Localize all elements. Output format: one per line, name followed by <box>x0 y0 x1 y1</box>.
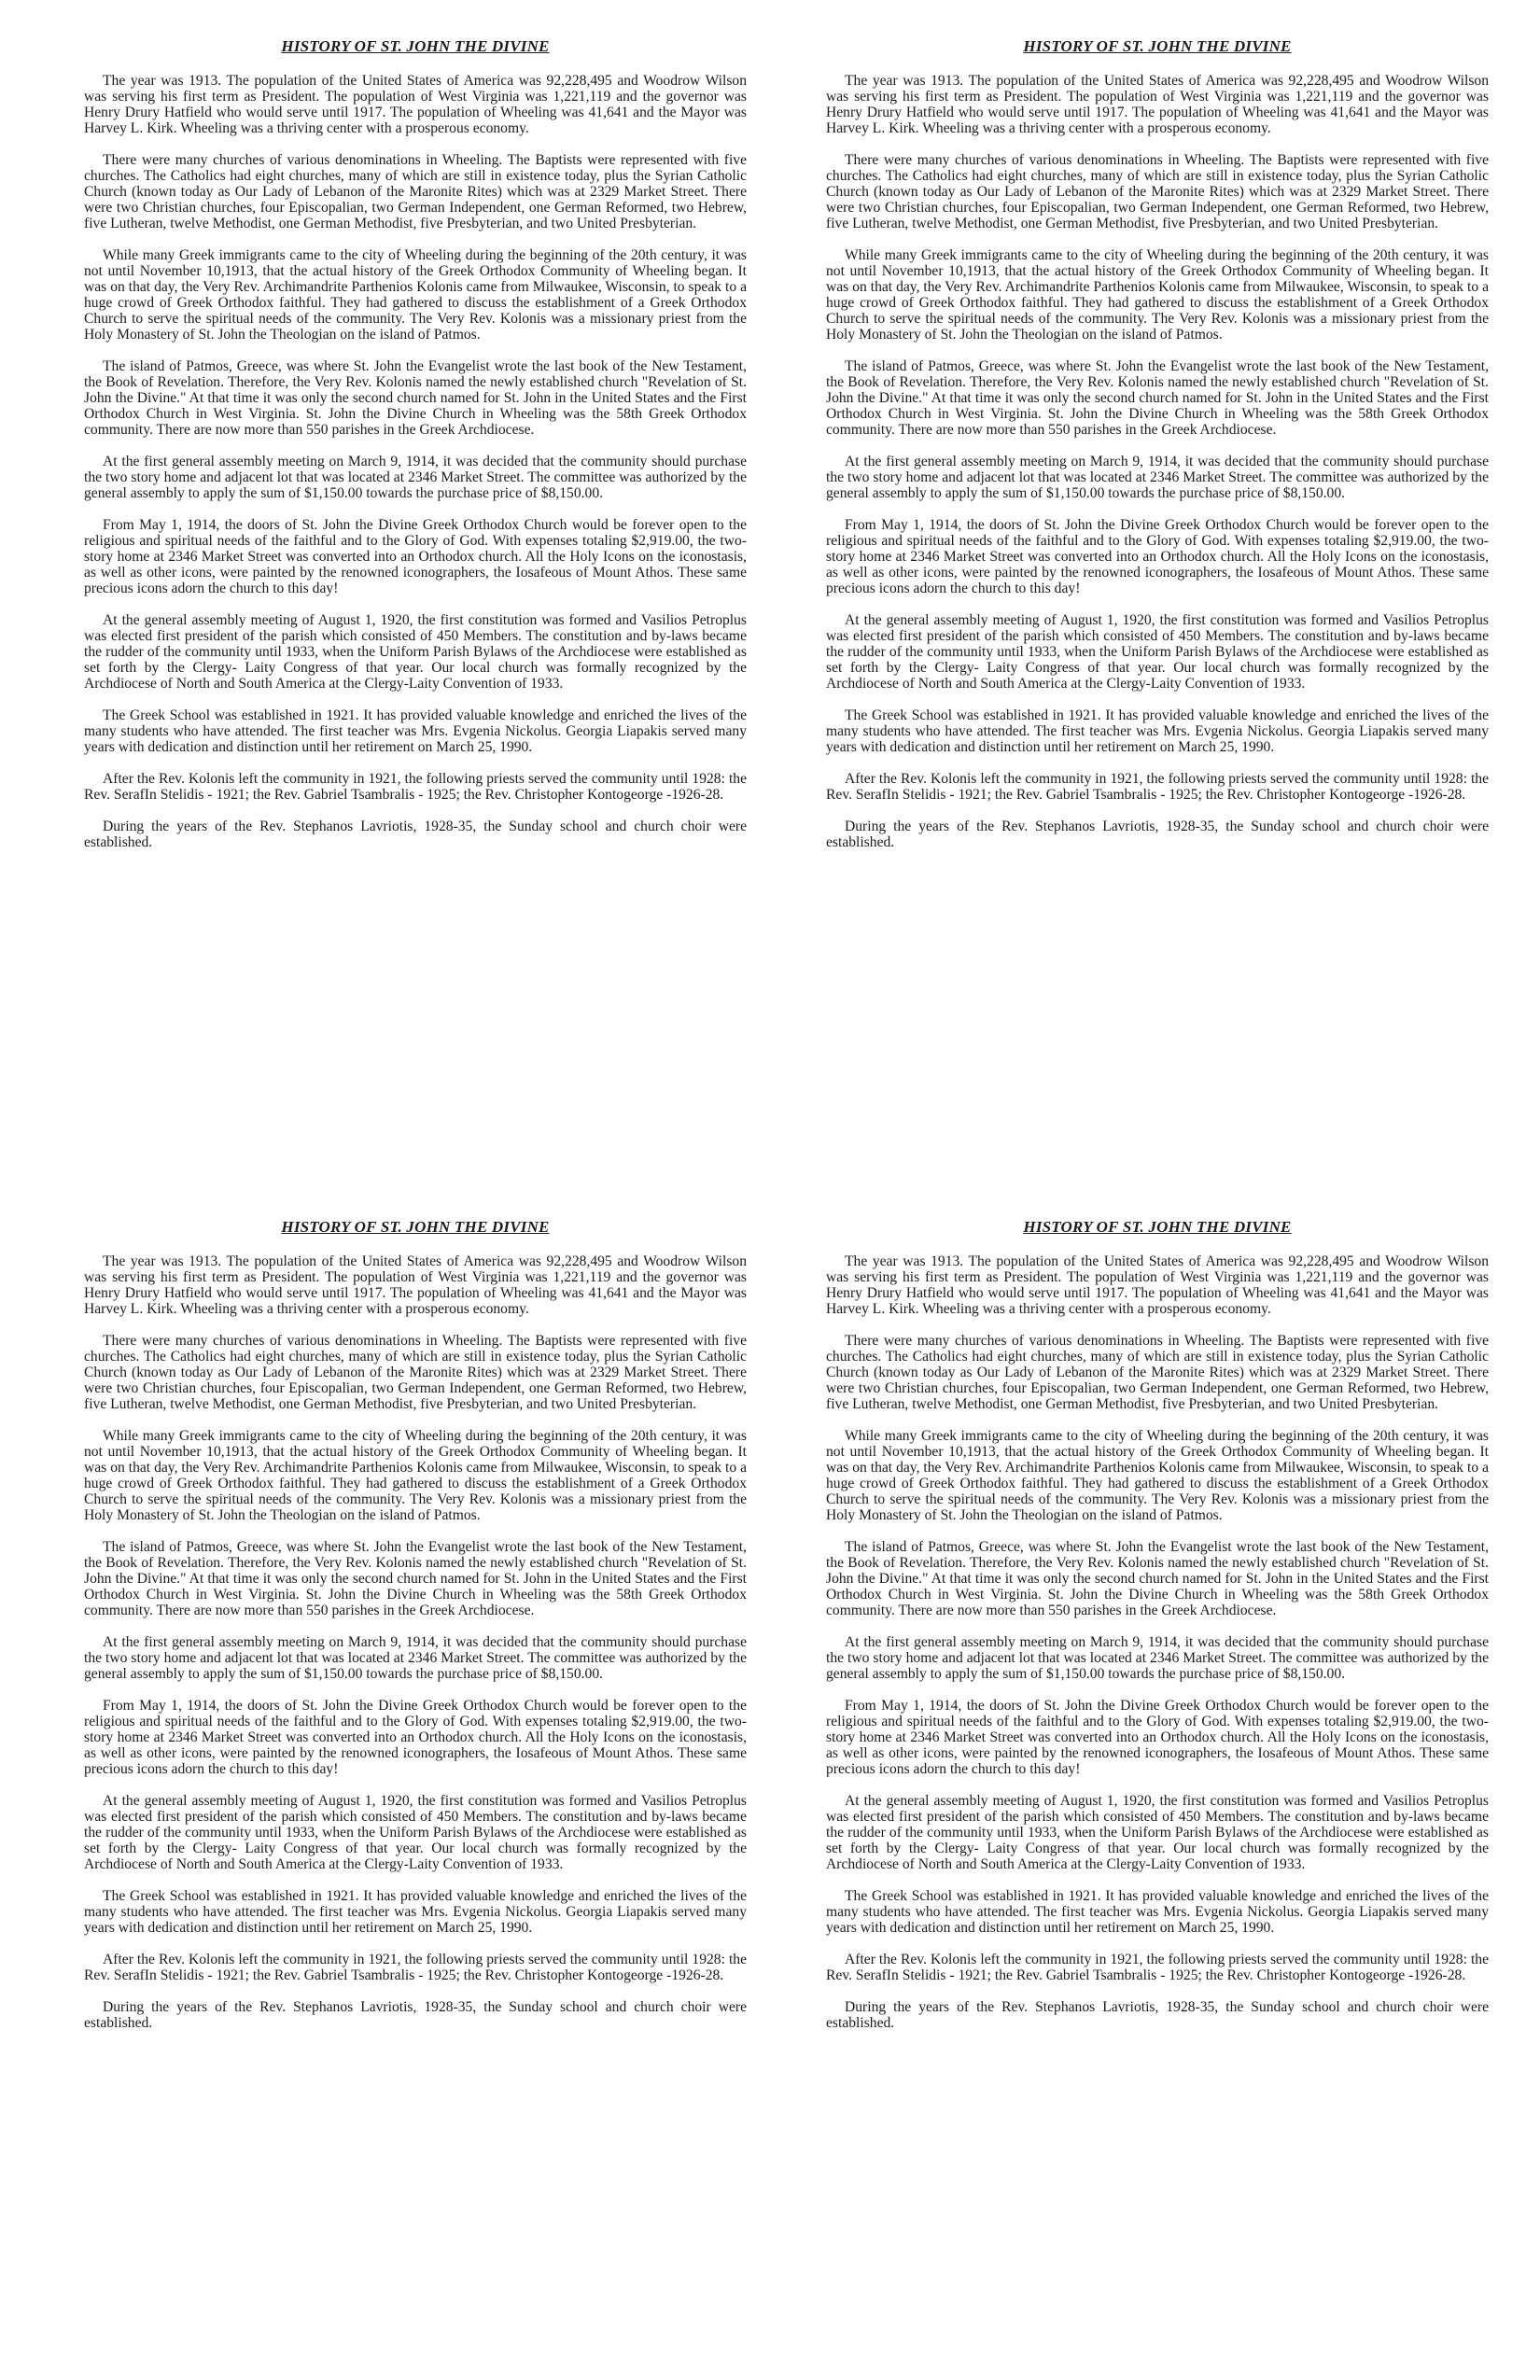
paragraph-founding: While many Greek immigrants came to the city of Wheeling during the beginning of the 20th century, it was not until November 10,1913, that the actual history of the Greek Orthodox Community of Wheeling began. It was on that day, the Very Rev. Archimandrite Parthenios Kolonis came from Milwaukee, Wisconsin, to speak to a huge crowd of Greek Orthodox faithful. They had gathered to discuss the establishment of a Greek Orthodox Church to serve the spiritual needs of the community. The Very Rev. Kolonis was a missionary priest from the Holy Monastery of St. John the Theologian on the island of Patmos. <box>826 1428 1489 1523</box>
paragraph-1913: The year was 1913. The population of the United States of America was 92,228,495 and Woodrow Wilson was serving his first term as President. The population of West Virginia was 1,221,119 and the governor was Henry Drury Hatfield who would serve until 1917. The population of Wheeling was 41,641 and the Mayor was Harvey L. Kirk. Wheeling was a thriving center with a prosperous economy. <box>84 1253 747 1317</box>
paragraph-priests: After the Rev. Kolonis left the community in 1921, the following priests served the community until 1928: the Rev. SerafIn Stelidis - 1921; the Rev. Gabriel Tsambralis - 1925; the Rev. Christopher Kontogeorge -1926-28. <box>826 1952 1489 1983</box>
paragraph-first-assembly: At the first general assembly meeting on March 9, 1914, it was decided that the community should purchase the two story home and adjacent lot that was located at 2346 Market Street. The committee was authorized by the general assembly to apply the sum of $1,150.00 towards the purchase price of $8,150.00. <box>826 1634 1489 1682</box>
document-title: HISTORY OF ST. JOHN THE DIVINE <box>1023 37 1292 55</box>
document-copy-top-left <box>84 37 747 866</box>
paragraph-first-assembly: At the first general assembly meeting on March 9, 1914, it was decided that the community should purchase the two story home and adjacent lot that was located at 2346 Market Street. The committee was authorized by the general assembly to apply the sum of $1,150.00 towards the purchase price of $8,150.00. <box>84 454 747 501</box>
paragraph-doors-open: From May 1, 1914, the doors of St. John the Divine Greek Orthodox Church would be forever open to the religious and spiritual needs of the faithful and to the Glory of God. With expenses totaling $2,919.00, the two-story home at 2346 Market Street was converted into an Orthodox church. All the Holy Icons on the iconostasis, as well as other icons, were painted by the renowned iconographers, the Iosafeous of Mount Athos. These same precious icons adorn the church to this day! <box>84 1698 747 1777</box>
document-title: HISTORY OF ST. JOHN THE DIVINE <box>281 1218 550 1236</box>
paragraph-constitution: At the general assembly meeting of August 1, 1920, the first constitution was formed and Vasilios Petroplus was elected first president of the parish which consisted of 450 Members. The constitution and by-laws became the rudder of the community until 1933, when the Uniform Parish Bylaws of the Archdiocese were established as set forth by the Clergy- Laity Congress of that year. Our local church was formally recognized by the Archdiocese of North and South America at the Clergy-Laity Convention of 1933. <box>826 1793 1489 1872</box>
paragraph-priests: After the Rev. Kolonis left the community in 1921, the following priests served the community until 1928: the Rev. SerafIn Stelidis - 1921; the Rev. Gabriel Tsambralis - 1925; the Rev. Christopher Kontogeorge -1926-28. <box>84 1952 747 1983</box>
paragraph-priests: After the Rev. Kolonis left the community in 1921, the following priests served the community until 1928: the Rev. SerafIn Stelidis - 1921; the Rev. Gabriel Tsambralis - 1925; the Rev. Christopher Kontogeorge -1926-28. <box>84 771 747 803</box>
paragraph-founding: While many Greek immigrants came to the city of Wheeling during the beginning of the 20th century, it was not until November 10,1913, that the actual history of the Greek Orthodox Community of Wheeling began. It was on that day, the Very Rev. Archimandrite Parthenios Kolonis came from Milwaukee, Wisconsin, to speak to a huge crowd of Greek Orthodox faithful. They had gathered to discuss the establishment of a Greek Orthodox Church to serve the spiritual needs of the community. The Very Rev. Kolonis was a missionary priest from the Holy Monastery of St. John the Theologian on the island of Patmos. <box>84 1428 747 1523</box>
document-copy-bottom-left <box>84 1218 747 2047</box>
paragraph-founding: While many Greek immigrants came to the city of Wheeling during the beginning of the 20th century, it was not until November 10,1913, that the actual history of the Greek Orthodox Community of Wheeling began. It was on that day, the Very Rev. Archimandrite Parthenios Kolonis came from Milwaukee, Wisconsin, to speak to a huge crowd of Greek Orthodox faithful. They had gathered to discuss the establishment of a Greek Orthodox Church to serve the spiritual needs of the community. The Very Rev. Kolonis was a missionary priest from the Holy Monastery of St. John the Theologian on the island of Patmos. <box>826 247 1489 343</box>
paragraph-1913: The year was 1913. The population of the United States of America was 92,228,495 and Woodrow Wilson was serving his first term as President. The population of West Virginia was 1,221,119 and the governor was Henry Drury Hatfield who would serve until 1917. The population of Wheeling was 41,641 and the Mayor was Harvey L. Kirk. Wheeling was a thriving center with a prosperous economy. <box>826 73 1489 136</box>
paragraph-doors-open: From May 1, 1914, the doors of St. John the Divine Greek Orthodox Church would be forever open to the religious and spiritual needs of the faithful and to the Glory of God. With expenses totaling $2,919.00, the two-story home at 2346 Market Street was converted into an Orthodox church. All the Holy Icons on the iconostasis, as well as other icons, were painted by the renowned iconographers, the Iosafeous of Mount Athos. These same precious icons adorn the church to this day! <box>826 517 1489 596</box>
paragraph-sunday-school: During the years of the Rev. Stephanos Lavriotis, 1928-35, the Sunday school and church choir were established. <box>84 819 747 850</box>
paragraph-greek-school: The Greek School was established in 1921. It has provided valuable knowledge and enriched the lives of the many students who have attended. The first teacher was Mrs. Evgenia Nickolus. Georgia Liapakis served many years with dedication and distinction until her retirement on March 25, 1990. <box>826 707 1489 755</box>
paragraph-founding: While many Greek immigrants came to the city of Wheeling during the beginning of the 20th century, it was not until November 10,1913, that the actual history of the Greek Orthodox Community of Wheeling began. It was on that day, the Very Rev. Archimandrite Parthenios Kolonis came from Milwaukee, Wisconsin, to speak to a huge crowd of Greek Orthodox faithful. They had gathered to discuss the establishment of a Greek Orthodox Church to serve the spiritual needs of the community. The Very Rev. Kolonis was a missionary priest from the Holy Monastery of St. John the Theologian on the island of Patmos. <box>84 247 747 343</box>
paragraph-patmos: The island of Patmos, Greece, was where St. John the Evangelist wrote the last book of the New Testament, the Book of Revelation. Therefore, the Very Rev. Kolonis named the newly established church "Revelation of St. John the Divine." At that time it was only the second church named for St. John in the United States and the First Orthodox Church in West Virginia. St. John the Divine Church in Wheeling was the 58th Greek Orthodox community. There are now more than 550 parishes in the Greek Archdiocese. <box>826 1539 1489 1618</box>
paragraph-greek-school: The Greek School was established in 1921. It has provided valuable knowledge and enriched the lives of the many students who have attended. The first teacher was Mrs. Evgenia Nickolus. Georgia Liapakis served many years with dedication and distinction until her retirement on March 25, 1990. <box>826 1888 1489 1936</box>
paragraph-greek-school: The Greek School was established in 1921. It has provided valuable knowledge and enriched the lives of the many students who have attended. The first teacher was Mrs. Evgenia Nickolus. Georgia Liapakis served many years with dedication and distinction until her retirement on March 25, 1990. <box>84 707 747 755</box>
paragraph-1913: The year was 1913. The population of the United States of America was 92,228,495 and Woodrow Wilson was serving his first term as President. The population of West Virginia was 1,221,119 and the governor was Henry Drury Hatfield who would serve until 1917. The population of Wheeling was 41,641 and the Mayor was Harvey L. Kirk. Wheeling was a thriving center with a prosperous economy. <box>826 1253 1489 1317</box>
paragraph-priests: After the Rev. Kolonis left the community in 1921, the following priests served the community until 1928: the Rev. SerafIn Stelidis - 1921; the Rev. Gabriel Tsambralis - 1925; the Rev. Christopher Kontogeorge -1926-28. <box>826 771 1489 803</box>
paragraph-sunday-school: During the years of the Rev. Stephanos Lavriotis, 1928-35, the Sunday school and church choir were established. <box>84 1999 747 2031</box>
paragraph-patmos: The island of Patmos, Greece, was where St. John the Evangelist wrote the last book of the New Testament, the Book of Revelation. Therefore, the Very Rev. Kolonis named the newly established church "Revelation of St. John the Divine." At that time it was only the second church named for St. John in the United States and the First Orthodox Church in West Virginia. St. John the Divine Church in Wheeling was the 58th Greek Orthodox community. There are now more than 550 parishes in the Greek Archdiocese. <box>826 358 1489 438</box>
document-copy-bottom-right <box>826 1218 1489 2047</box>
paragraph-doors-open: From May 1, 1914, the doors of St. John the Divine Greek Orthodox Church would be forever open to the religious and spiritual needs of the faithful and to the Glory of God. With expenses totaling $2,919.00, the two-story home at 2346 Market Street was converted into an Orthodox church. All the Holy Icons on the iconostasis, as well as other icons, were painted by the renowned iconographers, the Iosafeous of Mount Athos. These same precious icons adorn the church to this day! <box>84 517 747 596</box>
paragraph-churches: There were many churches of various denominations in Wheeling. The Baptists were represented with five churches. The Catholics had eight churches, many of which are still in existence today, plus the Syrian Catholic Church (known today as Our Lady of Lebanon of the Maronite Rites) which was at 2329 Market Street. There were two Christian churches, four Episcopalian, two German Independent, one German Reformed, two Hebrew, five Lutheran, twelve Methodist, one German Methodist, five Presbyterian, and two United Presbyterian. <box>826 1333 1489 1412</box>
paragraph-first-assembly: At the first general assembly meeting on March 9, 1914, it was decided that the community should purchase the two story home and adjacent lot that was located at 2346 Market Street. The committee was authorized by the general assembly to apply the sum of $1,150.00 towards the purchase price of $8,150.00. <box>84 1634 747 1682</box>
paragraph-patmos: The island of Patmos, Greece, was where St. John the Evangelist wrote the last book of the New Testament, the Book of Revelation. Therefore, the Very Rev. Kolonis named the newly established church "Revelation of St. John the Divine." At that time it was only the second church named for St. John in the United States and the First Orthodox Church in West Virginia. St. John the Divine Church in Wheeling was the 58th Greek Orthodox community. There are now more than 550 parishes in the Greek Archdiocese. <box>84 358 747 438</box>
paragraph-constitution: At the general assembly meeting of August 1, 1920, the first constitution was formed and Vasilios Petroplus was elected first president of the parish which consisted of 450 Members. The constitution and by-laws became the rudder of the community until 1933, when the Uniform Parish Bylaws of the Archdiocese were established as set forth by the Clergy- Laity Congress of that year. Our local church was formally recognized by the Archdiocese of North and South America at the Clergy-Laity Convention of 1933. <box>84 612 747 692</box>
paragraph-1913: The year was 1913. The population of the United States of America was 92,228,495 and Woodrow Wilson was serving his first term as President. The population of West Virginia was 1,221,119 and the governor was Henry Drury Hatfield who would serve until 1917. The population of Wheeling was 41,641 and the Mayor was Harvey L. Kirk. Wheeling was a thriving center with a prosperous economy. <box>84 73 747 136</box>
paragraph-churches: There were many churches of various denominations in Wheeling. The Baptists were represented with five churches. The Catholics had eight churches, many of which are still in existence today, plus the Syrian Catholic Church (known today as Our Lady of Lebanon of the Maronite Rites) which was at 2329 Market Street. There were two Christian churches, four Episcopalian, two German Independent, one German Reformed, two Hebrew, five Lutheran, twelve Methodist, one German Methodist, five Presbyterian, and two United Presbyterian. <box>84 1333 747 1412</box>
paragraph-sunday-school: During the years of the Rev. Stephanos Lavriotis, 1928-35, the Sunday school and church choir were established. <box>826 1999 1489 2031</box>
paragraph-constitution: At the general assembly meeting of August 1, 1920, the first constitution was formed and Vasilios Petroplus was elected first president of the parish which consisted of 450 Members. The constitution and by-laws became the rudder of the community until 1933, when the Uniform Parish Bylaws of the Archdiocese were established as set forth by the Clergy- Laity Congress of that year. Our local church was formally recognized by the Archdiocese of North and South America at the Clergy-Laity Convention of 1933. <box>84 1793 747 1872</box>
paragraph-constitution: At the general assembly meeting of August 1, 1920, the first constitution was formed and Vasilios Petroplus was elected first president of the parish which consisted of 450 Members. The constitution and by-laws became the rudder of the community until 1933, when the Uniform Parish Bylaws of the Archdiocese were established as set forth by the Clergy- Laity Congress of that year. Our local church was formally recognized by the Archdiocese of North and South America at the Clergy-Laity Convention of 1933. <box>826 612 1489 692</box>
paragraph-doors-open: From May 1, 1914, the doors of St. John the Divine Greek Orthodox Church would be forever open to the religious and spiritual needs of the faithful and to the Glory of God. With expenses totaling $2,919.00, the two-story home at 2346 Market Street was converted into an Orthodox church. All the Holy Icons on the iconostasis, as well as other icons, were painted by the renowned iconographers, the Iosafeous of Mount Athos. These same precious icons adorn the church to this day! <box>826 1698 1489 1777</box>
document-title: HISTORY OF ST. JOHN THE DIVINE <box>281 37 550 55</box>
paragraph-churches: There were many churches of various denominations in Wheeling. The Baptists were represented with five churches. The Catholics had eight churches, many of which are still in existence today, plus the Syrian Catholic Church (known today as Our Lady of Lebanon of the Maronite Rites) which was at 2329 Market Street. There were two Christian churches, four Episcopalian, two German Independent, one German Reformed, two Hebrew, five Lutheran, twelve Methodist, one German Methodist, five Presbyterian, and two United Presbyterian. <box>84 152 747 231</box>
paragraph-patmos: The island of Patmos, Greece, was where St. John the Evangelist wrote the last book of the New Testament, the Book of Revelation. Therefore, the Very Rev. Kolonis named the newly established church "Revelation of St. John the Divine." At that time it was only the second church named for St. John in the United States and the First Orthodox Church in West Virginia. St. John the Divine Church in Wheeling was the 58th Greek Orthodox community. There are now more than 550 parishes in the Greek Archdiocese. <box>84 1539 747 1618</box>
paragraph-greek-school: The Greek School was established in 1921. It has provided valuable knowledge and enriched the lives of the many students who have attended. The first teacher was Mrs. Evgenia Nickolus. Georgia Liapakis served many years with dedication and distinction until her retirement on March 25, 1990. <box>84 1888 747 1936</box>
paragraph-first-assembly: At the first general assembly meeting on March 9, 1914, it was decided that the community should purchase the two story home and adjacent lot that was located at 2346 Market Street. The committee was authorized by the general assembly to apply the sum of $1,150.00 towards the purchase price of $8,150.00. <box>826 454 1489 501</box>
paragraph-sunday-school: During the years of the Rev. Stephanos Lavriotis, 1928-35, the Sunday school and church choir were established. <box>826 819 1489 850</box>
document-title: HISTORY OF ST. JOHN THE DIVINE <box>1023 1218 1292 1236</box>
paragraph-churches: There were many churches of various denominations in Wheeling. The Baptists were represented with five churches. The Catholics had eight churches, many of which are still in existence today, plus the Syrian Catholic Church (known today as Our Lady of Lebanon of the Maronite Rites) which was at 2329 Market Street. There were two Christian churches, four Episcopalian, two German Independent, one German Reformed, two Hebrew, five Lutheran, twelve Methodist, one German Methodist, five Presbyterian, and two United Presbyterian. <box>826 152 1489 231</box>
document-copy-top-right <box>826 37 1489 866</box>
